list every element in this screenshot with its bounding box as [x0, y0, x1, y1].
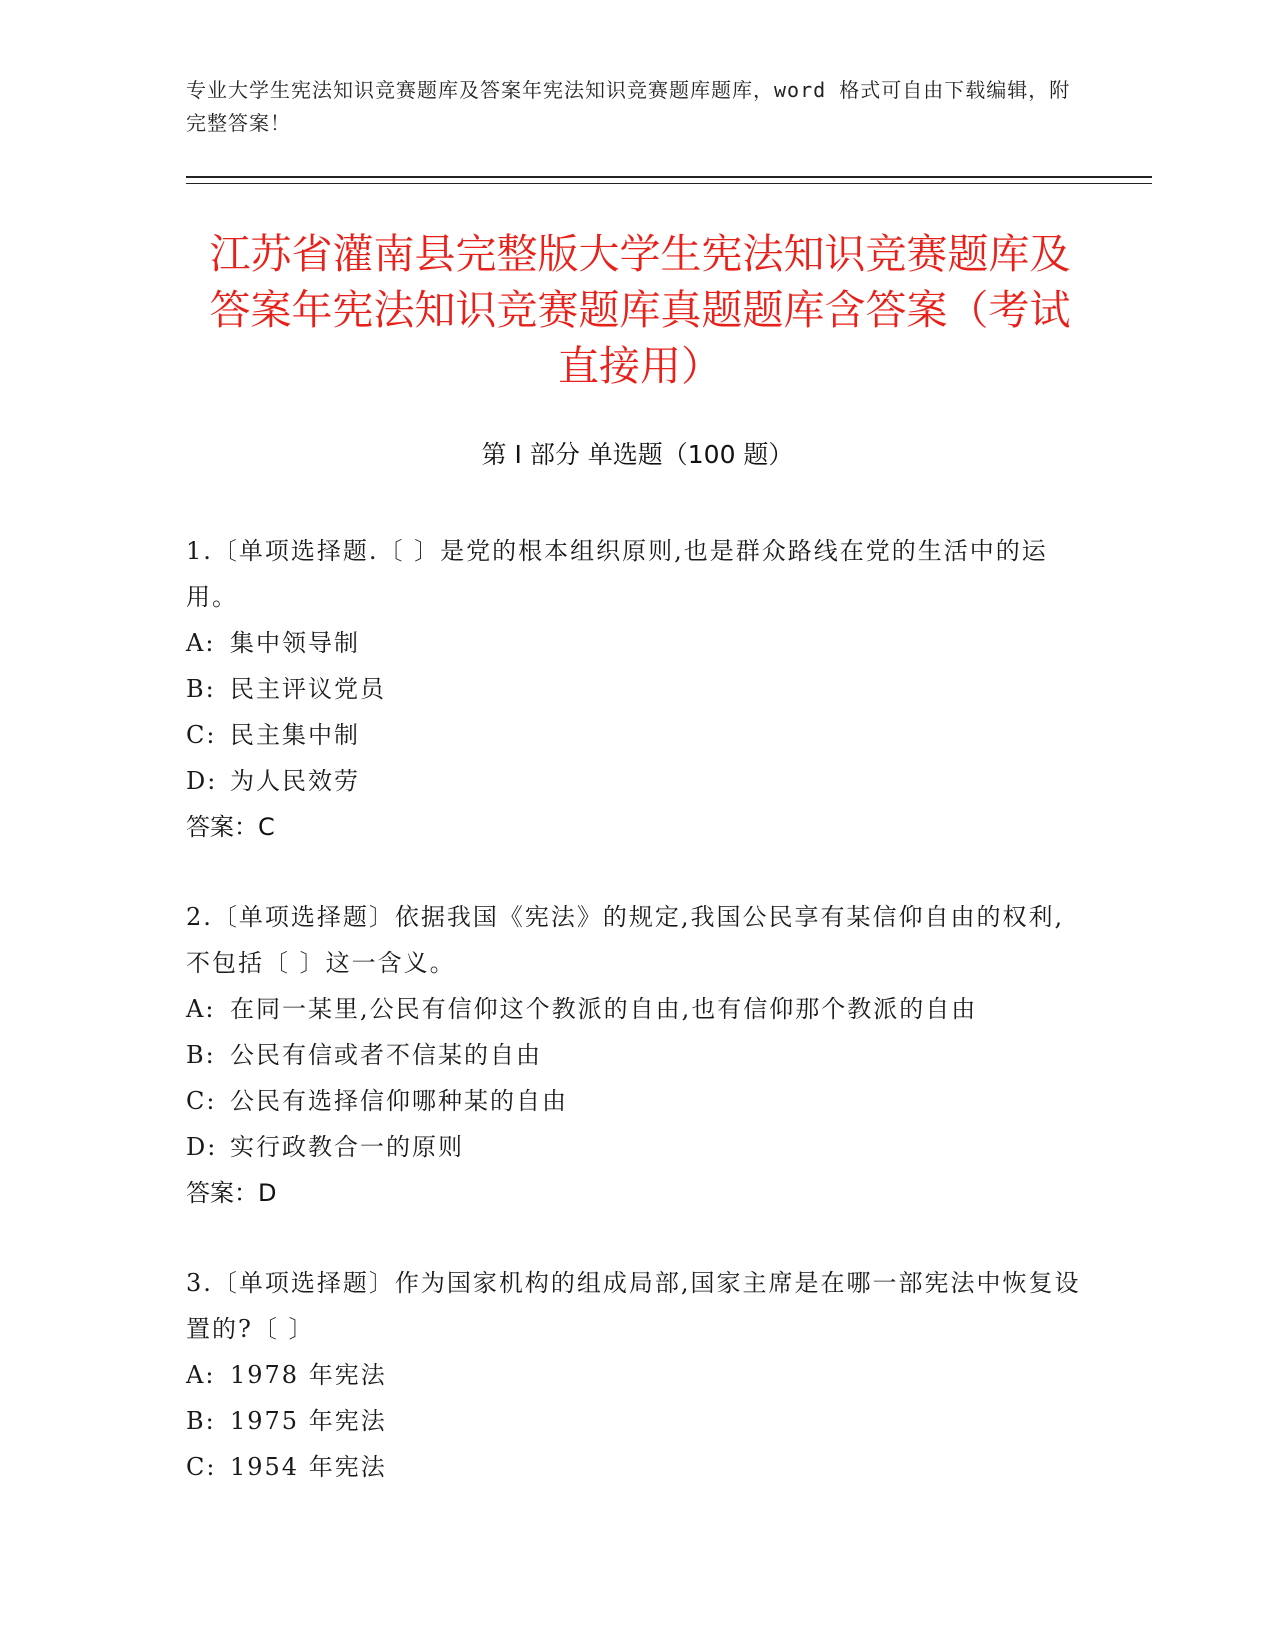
option-text: 1978 年宪法 — [230, 1361, 387, 1389]
option-letter: C: — [186, 721, 217, 749]
question-3 — [186, 1260, 1086, 1490]
option-letter: A: — [186, 995, 216, 1023]
option-letter: D: — [186, 767, 218, 795]
question-2 — [186, 894, 1086, 1216]
option-a — [186, 1352, 1086, 1398]
option-letter: B: — [186, 1407, 216, 1435]
option-d — [186, 758, 1086, 804]
question-stem: 3.〔单项选择题〕作为国家机构的组成局部,国家主席是在哪一部宪法中恢复设置的?〔 〕 — [186, 1269, 1081, 1343]
option-text: 集中领导制 — [230, 629, 360, 657]
option-a — [186, 620, 1086, 666]
header-divider-thick — [186, 176, 1152, 178]
option-letter: C: — [186, 1087, 217, 1115]
option-text: 公民有信或者不信某的自由 — [230, 1041, 542, 1069]
question-1 — [186, 528, 1086, 850]
document-title: 江苏省灌南县完整版大学生宪法知识竞赛题库及答案年宪法知识竞赛题库真题题库含答案（考试直接用） — [209, 230, 1071, 390]
option-text: 1954 年宪法 — [230, 1453, 387, 1481]
option-b — [186, 1032, 1086, 1078]
option-text: 在同一某里,公民有信仰这个教派的自由,也有信仰那个教派的自由 — [230, 995, 978, 1023]
option-d — [186, 1124, 1086, 1170]
option-b — [186, 1398, 1086, 1444]
option-letter: A: — [186, 1361, 216, 1389]
header-note: 专业大学生宪法知识竞赛题库及答案年宪法知识竞赛题库题库，word 格式可自由下载编辑，附完整答案！ — [186, 78, 1071, 135]
option-text: 实行政教合一的原则 — [230, 1133, 464, 1161]
option-text: 民主评议党员 — [230, 675, 386, 703]
answer-line: 答案：C — [186, 813, 275, 841]
option-c — [186, 1444, 1086, 1490]
option-b — [186, 666, 1086, 712]
question-list — [186, 528, 1086, 1534]
option-c — [186, 712, 1086, 758]
option-c — [186, 1078, 1086, 1124]
option-letter: C: — [186, 1453, 217, 1481]
option-a — [186, 986, 1086, 1032]
option-text: 民主集中制 — [230, 721, 360, 749]
option-letter: B: — [186, 1041, 216, 1069]
question-stem: 2.〔单项选择题〕依据我国《宪法》的规定,我国公民享有某信仰自由的权利,不包括〔 〕这一含义。 — [186, 903, 1065, 977]
option-text: 1975 年宪法 — [230, 1407, 387, 1435]
option-letter: A: — [186, 629, 216, 657]
answer-line: 答案：D — [186, 1179, 277, 1207]
section-title: 第 I 部分 单选题（100 题） — [481, 440, 794, 469]
option-letter: B: — [186, 675, 216, 703]
option-text: 为人民效劳 — [230, 767, 360, 795]
question-stem: 1.〔单项选择题.〔 〕是党的根本组织原则,也是群众路线在党的生活中的运用。 — [186, 537, 1048, 611]
header-divider-thin — [186, 183, 1152, 184]
option-text: 公民有选择信仰哪种某的自由 — [230, 1087, 568, 1115]
option-letter: D: — [186, 1133, 218, 1161]
